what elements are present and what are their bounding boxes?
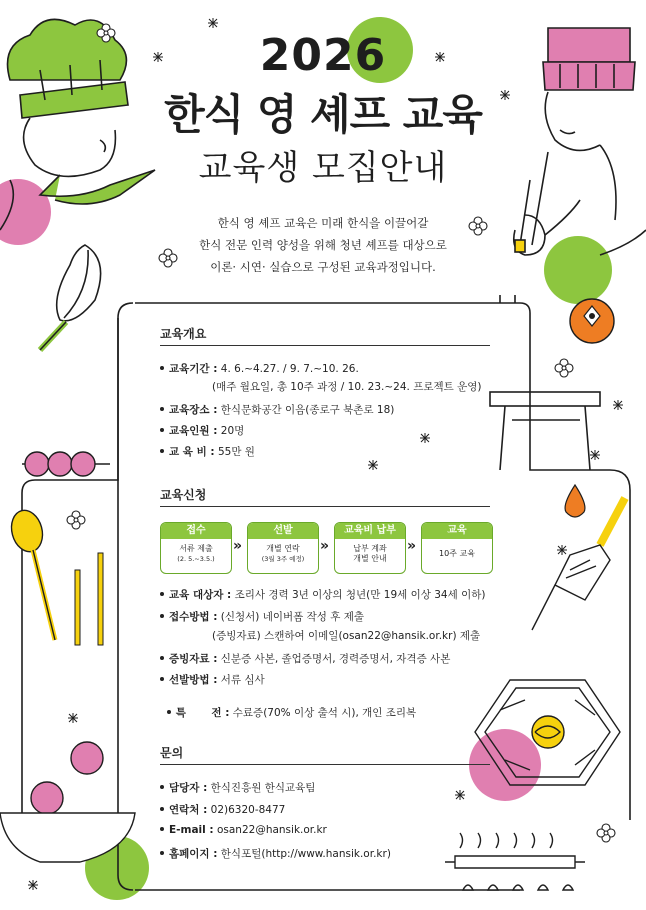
method-label: 접수방법 : (169, 611, 218, 623)
step-line-1: 개별 연락 (266, 544, 300, 553)
bullet-icon (160, 366, 164, 370)
intro-text (140, 212, 506, 278)
contact-email (160, 824, 327, 836)
chopsticks-icon (75, 553, 103, 645)
page-subtitle: 교육생 모집안내 (198, 148, 448, 188)
oil-drop-icon (565, 485, 585, 517)
bullet-icon (160, 407, 164, 411)
email-link[interactable]: osan22@hansik.or.kr (216, 824, 327, 836)
application-select (160, 672, 265, 687)
step-line-1: 납부 계좌 (353, 544, 387, 553)
step-title: 교육 (422, 523, 492, 539)
content-frame-inner (118, 318, 133, 890)
bullet-icon (160, 827, 164, 831)
application-target (160, 587, 485, 602)
contact-heading: 문의 (160, 746, 184, 760)
bullet-icon (160, 656, 164, 660)
intro-line-3: 이론· 시연· 실습으로 구성된 교육과정입니다. (210, 260, 436, 274)
contact-divider (160, 764, 490, 765)
step-arrow-icon: » (407, 538, 417, 554)
overview-people (160, 423, 244, 438)
overview-place (160, 402, 394, 417)
persimmon-icon (570, 299, 614, 343)
bullet-icon (160, 592, 164, 596)
period-note: (매주 월요일, 총 10주 과정 / 10. 23.~24. 프로젝트 운영) (212, 381, 482, 393)
perk-label: 특 전 : (175, 707, 230, 719)
overview-fee (160, 444, 255, 459)
step-line-1: 10주 교육 (439, 549, 475, 558)
green-circle-right (544, 236, 612, 304)
step-title: 교육비 납부 (335, 523, 405, 539)
bullet-icon (160, 614, 164, 618)
people-label: 교육인원 : (169, 425, 218, 437)
period-label: 교육기간 : (169, 363, 218, 375)
overview-heading: 교육개요 (160, 327, 207, 341)
step-education (421, 522, 493, 574)
step-payment (334, 522, 406, 574)
page-title: 한식 영 셰프 교육 (164, 90, 482, 139)
bullet-icon (160, 428, 164, 432)
target-value: 조리사 경력 3년 이상의 청년(만 19세 이상 34세 이하) (234, 589, 486, 601)
bowl-illustration (0, 742, 135, 862)
step-arrow-icon: » (320, 538, 330, 554)
web-label: 홈페이지 : (169, 848, 218, 860)
application-divider (160, 506, 490, 507)
people-value: 20명 (220, 425, 245, 437)
step-line-2: (3월 3주 예정) (261, 555, 305, 563)
email-label: E-mail : (169, 824, 214, 836)
application-perk (160, 693, 416, 720)
content-frame-left (22, 303, 133, 820)
pot-illustration (445, 833, 585, 890)
step-arrow-icon: » (233, 538, 243, 554)
overview-period (160, 361, 359, 376)
place-value: 한식문화공간 이음(종로구 북촌로 18) (220, 404, 395, 416)
step-line-1: 서류 제출 (179, 544, 213, 553)
intro-line-1: 한식 영 셰프 교육은 미래 한식을 이끌어갈 (217, 216, 429, 230)
contact-manager (160, 780, 315, 795)
application-method (160, 609, 364, 624)
application-docs (160, 651, 450, 666)
method-note: (증빙자료) 스캔하여 이메일(osan22@hansik.or.kr) 제출 (212, 630, 481, 642)
rice-cake-skewer-icon (22, 452, 110, 476)
intro-line-2: 한식 전문 인력 양성을 위해 청년 셰프를 대상으로 (199, 238, 447, 252)
fee-value: 55만 원 (217, 446, 255, 458)
step-receive (160, 522, 232, 574)
frame-tab (500, 295, 515, 303)
bullet-icon (160, 807, 164, 811)
bullet-icon (167, 710, 171, 714)
phone-label: 연락처 : (169, 804, 208, 816)
bullet-icon (160, 449, 164, 453)
docs-label: 증빙자료 : (169, 653, 218, 665)
application-heading: 교육신청 (160, 488, 207, 502)
fee-label: 교 육 비 : (169, 446, 215, 458)
step-title: 선발 (248, 523, 318, 539)
manager-label: 담당자 : (169, 782, 208, 794)
contact-web (160, 846, 391, 861)
docs-value: 신분증 사본, 졸업증명서, 경력증명서, 자격증 사본 (220, 653, 451, 665)
phone-value: 02)6320-8477 (210, 804, 286, 816)
method-value: (신청서) 네이버폼 작성 후 제출 (220, 611, 365, 623)
step-title: 접수 (161, 523, 231, 539)
whisk-icon (40, 245, 101, 350)
perk-value: 수료증(70% 이상 출석 시), 개인 조리복 (232, 707, 417, 719)
step-select (247, 522, 319, 574)
spatula-icon (532, 498, 625, 630)
bullet-icon (160, 851, 164, 855)
target-label: 교육 대상자 : (169, 589, 232, 601)
select-label: 선발방법 : (169, 674, 218, 686)
step-line-2: (2. 5.~3.5.) (177, 555, 215, 563)
bullet-icon (160, 677, 164, 681)
place-label: 교육장소 : (169, 404, 218, 416)
overview-divider (160, 345, 490, 346)
bullet-icon (160, 785, 164, 789)
spoon-icon (7, 507, 55, 640)
table-illustration (490, 392, 600, 470)
web-link[interactable]: 한식포털(http://www.hansik.or.kr) (220, 848, 391, 860)
period-value: 4. 6.~4.27. / 9. 7.~10. 26. (220, 363, 359, 375)
step-line-2: 개별 안내 (353, 554, 387, 563)
select-value: 서류 심사 (220, 674, 265, 686)
contact-phone (160, 802, 285, 817)
manager-value: 한식진흥원 한식교육팀 (210, 782, 316, 794)
title-year: 2026 (259, 30, 387, 81)
